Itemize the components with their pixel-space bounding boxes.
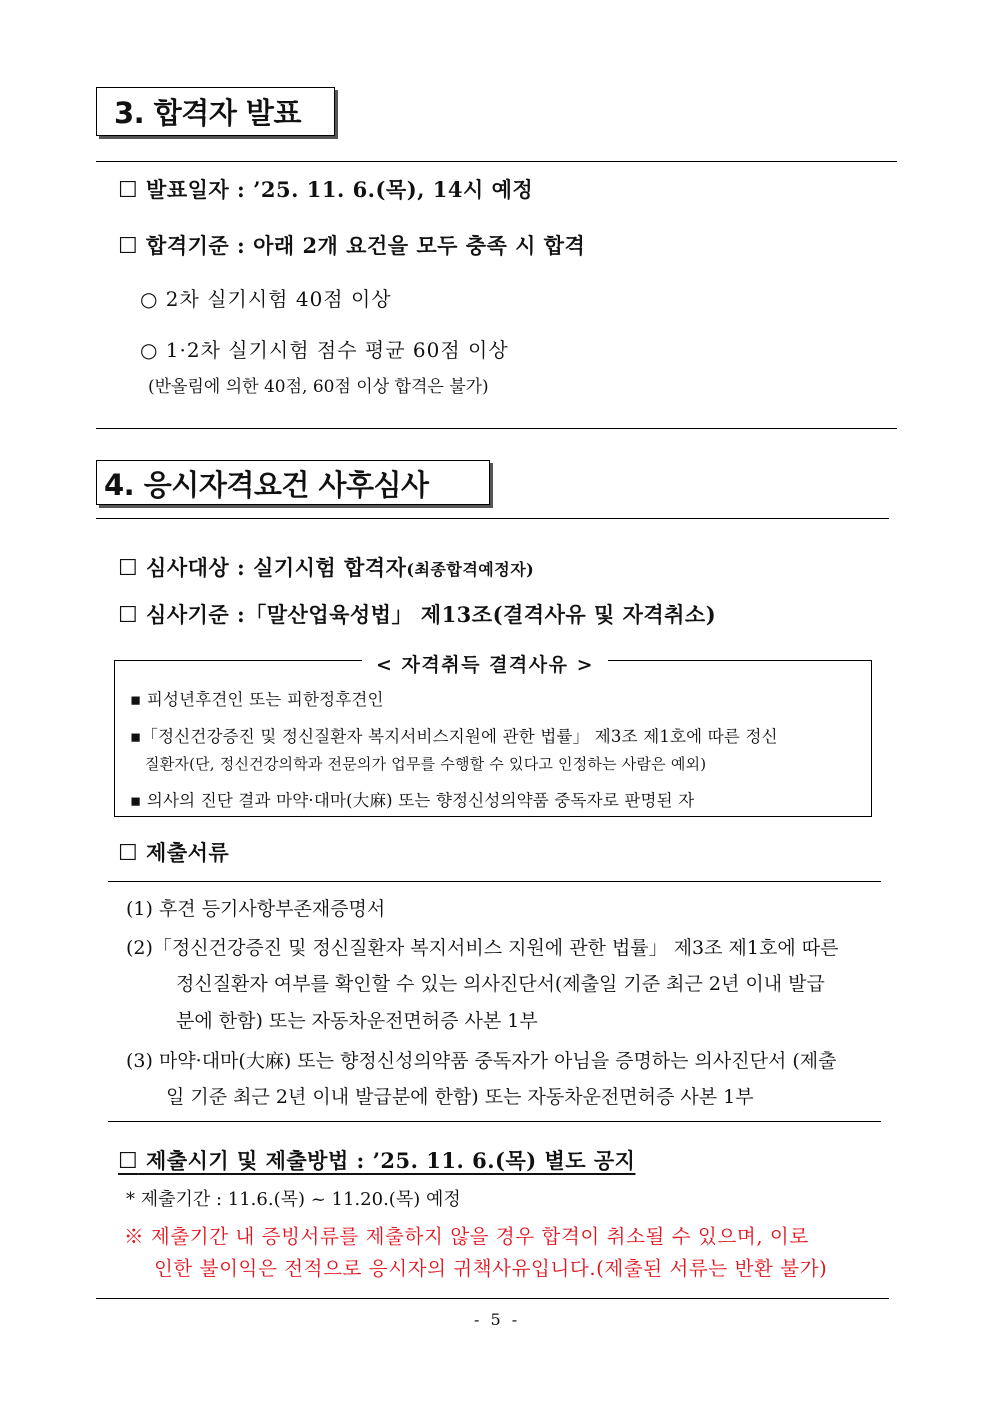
- pass-criteria-item: [118, 230, 585, 260]
- announce-date-text: 발표일자 : ’25. 11. 6.(목), 14시 예정: [146, 177, 534, 202]
- divider: [96, 428, 897, 429]
- checkbox-square-icon: ☐: [118, 178, 139, 203]
- divider: [96, 518, 889, 519]
- section3-title: 3. 합격자 발표: [114, 96, 301, 130]
- criteria-note: (반올림에 의한 40점, 60점 이상 합격은 불가): [148, 377, 489, 397]
- divider: [96, 1298, 889, 1299]
- warning-line: ※ 제출기간 내 증빙서류를 제출하지 않을 경우 합격이 취소될 수 있으며, 이로: [124, 1225, 809, 1248]
- pass-criteria-text: 합격기준 : 아래 2개 요건을 모두 충족 시 합격: [146, 233, 586, 258]
- submit-method-item: [118, 1145, 635, 1175]
- document-line: 일 기준 최근 2년 이내 발급분에 한함) 또는 자동차운전면허증 사본 1부: [166, 1086, 754, 1108]
- disqualification-box-title: < 자격취득 결격사유 >: [362, 650, 608, 677]
- document-line: 정신질환자 여부를 확인할 수 있는 의사진단서(제출일 기준 최근 2년 이내 발급: [176, 973, 825, 995]
- divider: [108, 881, 881, 882]
- divider: [96, 161, 897, 162]
- criteria-item: ○ 1·2차 실기시험 점수 평균 60점 이상: [140, 338, 509, 362]
- document-line: 분에 한함) 또는 자동차운전면허증 사본 1부: [176, 1010, 538, 1032]
- review-standard-item: [118, 599, 716, 629]
- documents-item: [118, 837, 229, 867]
- announce-date-item: [118, 174, 533, 204]
- criteria-item: ○ 2차 실기시험 40점 이상: [140, 287, 392, 311]
- section4-title: 4. 응시자격요건 사후심사: [104, 468, 429, 502]
- checkbox-square-icon: ☐: [118, 1149, 139, 1174]
- page-number: - 5 -: [474, 1310, 521, 1329]
- checkbox-square-icon: ☐: [118, 841, 139, 866]
- disqualification-line: ▪ 피성년후견인 또는 피한정후견인: [130, 690, 384, 709]
- review-standard-text: 심사기준 :「말산업육성법」 제13조(결격사유 및 자격취소): [146, 602, 717, 627]
- document-line: (2)「정신건강증진 및 정신질환자 복지서비스 지원에 관한 법률」 제3조 제1호에 따른: [126, 937, 839, 959]
- disqualification-line: ▪ 의사의 진단 결과 마약·대마(大麻) 또는 향정신성의약품 중독자로 판명된 자: [130, 791, 695, 810]
- submit-period: * 제출기간 : 11.6.(목) ~ 11.20.(목) 예정: [126, 1189, 461, 1210]
- document-line: (3) 마약·대마(大麻) 또는 향정신성의약품 중독자가 아님을 증명하는 의사진단서 (제출: [126, 1050, 837, 1072]
- disqualification-line: ▪「정신건강증진 및 정신질환자 복지서비스지원에 관한 법률」 제3조 제1호에 따른 정신: [130, 727, 778, 746]
- review-target-text: 심사대상 : 실기시험 합격자: [146, 555, 407, 580]
- document-line: (1) 후견 등기사항부존재증명서: [126, 898, 386, 920]
- submit-method-text: 제출시기 및 제출방법 : ’25. 11. 6.(목) 별도 공지: [146, 1148, 636, 1173]
- warning-line: 인한 불이익은 전적으로 응시자의 귀책사유입니다.(제출된 서류는 반환 불가): [154, 1257, 828, 1280]
- checkbox-square-icon: ☐: [118, 234, 139, 259]
- documents-text: 제출서류: [146, 840, 230, 865]
- review-target-item: [118, 552, 534, 582]
- checkbox-square-icon: ☐: [118, 603, 139, 628]
- review-target-note: (최종합격예정자): [406, 560, 535, 579]
- divider: [108, 1121, 881, 1122]
- disqualification-line: 질환자(단, 정신건강의학과 전문의가 업무를 수행할 수 있다고 인정하는 사람은 예외): [145, 755, 707, 773]
- checkbox-square-icon: ☐: [118, 556, 139, 581]
